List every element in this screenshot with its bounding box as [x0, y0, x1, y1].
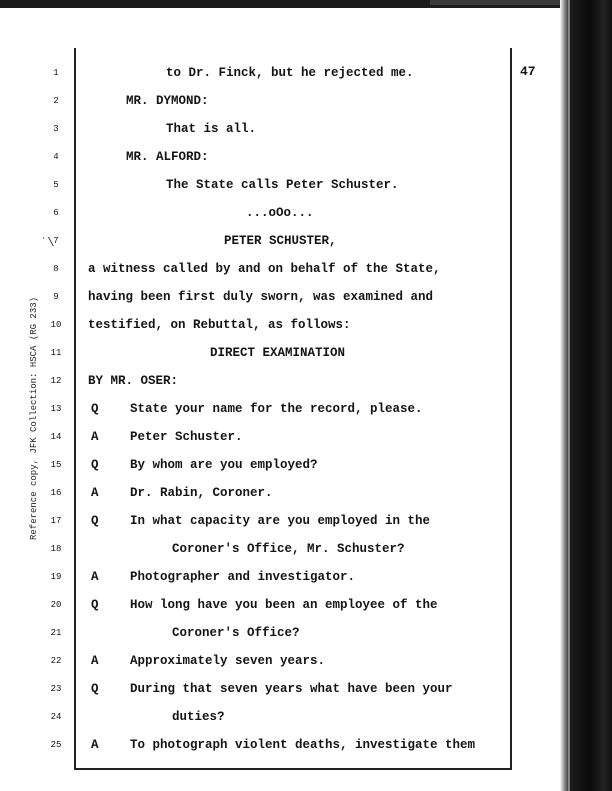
line-number: 21: [50, 628, 62, 638]
page-number: 47: [520, 64, 536, 79]
line-text: Coroner's Office?: [172, 626, 300, 640]
line-text: State your name for the record, please.: [130, 402, 423, 416]
line-text: Approximately seven years.: [130, 654, 326, 668]
line-text: That is all.: [166, 122, 257, 136]
line-number: 23: [50, 684, 62, 694]
line-number: 15: [50, 460, 62, 470]
answer-marker: A: [91, 654, 99, 668]
line-text: To photograph violent deaths, investigate them: [130, 738, 476, 752]
line-text: During that seven years what have been your: [130, 682, 453, 696]
line-number: 11: [50, 348, 62, 358]
line-text: Dr. Rabin, Coroner.: [130, 486, 273, 500]
line-number: 1: [53, 68, 59, 78]
line-number: 22: [50, 656, 62, 666]
line-number: 3: [53, 124, 59, 134]
line-number: 12: [50, 376, 62, 386]
line-number: 13: [50, 404, 62, 414]
line-number: 4: [53, 152, 59, 162]
witness-name-heading: PETER SCHUSTER,: [224, 234, 337, 248]
line-number: 25: [50, 740, 62, 750]
examination-heading: DIRECT EXAMINATION: [210, 346, 346, 360]
line-text: a witness called by and on behalf of the State,: [88, 262, 441, 276]
examiner-heading: BY MR. OSER:: [88, 374, 179, 388]
line-text: Photographer and investigator.: [130, 570, 356, 584]
line-text: duties?: [172, 710, 225, 724]
line-text: to Dr. Finck, but he rejected me.: [166, 66, 414, 80]
line-number: 14: [50, 432, 62, 442]
line-number: 6: [53, 208, 59, 218]
section-separator: ...oOo...: [246, 206, 314, 220]
speaker-heading: MR. ALFORD:: [126, 150, 209, 164]
question-marker: Q: [91, 458, 99, 472]
line-number: 17: [50, 516, 62, 526]
question-marker: Q: [91, 402, 99, 416]
line-number: 24: [50, 712, 62, 722]
stray-mark: ˙\: [40, 236, 55, 250]
side-watermark: Reference copy, JFK Collection: HSCA (RG 233): [29, 296, 39, 540]
answer-marker: A: [91, 430, 99, 444]
answer-marker: A: [91, 738, 99, 752]
line-number: 19: [50, 572, 62, 582]
speaker-heading: MR. DYMOND:: [126, 94, 209, 108]
line-text: The State calls Peter Schuster.: [166, 178, 399, 192]
question-marker: Q: [91, 682, 99, 696]
line-text: Coroner's Office, Mr. Schuster?: [172, 542, 405, 556]
line-number: 10: [50, 320, 62, 330]
question-marker: Q: [91, 598, 99, 612]
line-number: 8: [53, 264, 59, 274]
line-number: 9: [53, 292, 59, 302]
line-text: testified, on Rebuttal, as follows:: [88, 318, 351, 332]
line-number: 5: [53, 180, 59, 190]
line-text: How long have you been an employee of the: [130, 598, 438, 612]
question-marker: Q: [91, 514, 99, 528]
answer-marker: A: [91, 570, 99, 584]
scan-right-edge-streak: [568, 0, 570, 791]
line-number: 20: [50, 600, 62, 610]
line-number: 2: [53, 96, 59, 106]
line-number: 18: [50, 544, 62, 554]
line-number: 16: [50, 488, 62, 498]
line-text: In what capacity are you employed in the: [130, 514, 431, 528]
line-number: 7: [53, 236, 59, 246]
answer-marker: A: [91, 486, 99, 500]
scan-top-edge-shade: [430, 0, 560, 5]
line-text: Peter Schuster.: [130, 430, 243, 444]
line-text: By whom are you employed?: [130, 458, 318, 472]
line-text: having been first duly sworn, was examined and: [88, 290, 434, 304]
